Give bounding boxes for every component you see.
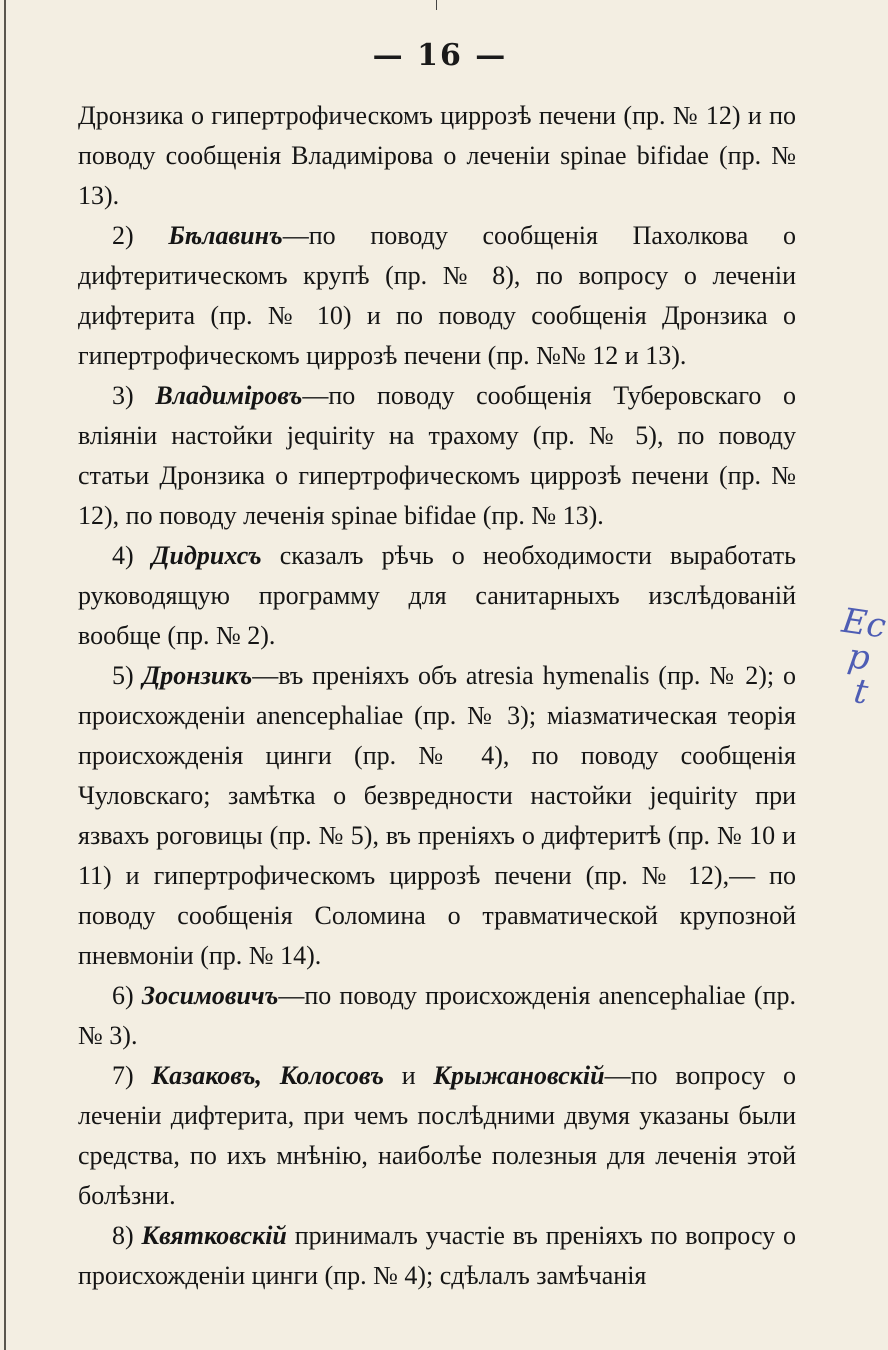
paragraph-text: —по вопросу о леченіи дифтерита, при чемъ послѣдними двумя указаны были средства, по ихъ мнѣнію, наиболѣе полезныя для леченія этой болѣзни.	[78, 1061, 796, 1210]
list-item	[78, 1216, 796, 1296]
list-item	[78, 536, 796, 656]
person-name: Крыжановскій	[433, 1061, 605, 1090]
page-body	[78, 96, 796, 1296]
list-item	[78, 216, 796, 376]
paragraph-text: принималъ участіе въ преніяхъ по вопросу о происхожденіи цинги (пр. № 4); сдѣлалъ замѣчанія	[78, 1221, 796, 1290]
person-name: Зосимовичъ	[141, 981, 279, 1010]
person-name: Бѣлавинъ	[168, 221, 283, 250]
item-number: 3)	[112, 381, 156, 410]
paragraph-text: сказалъ рѣчь о необходимости выработать руководящую программу для санитарныхъ изслѣдованій вообще (пр. № 2).	[78, 541, 796, 650]
paragraph-text: —по поводу происхожденія anencephaliae (пр. № 3).	[78, 981, 796, 1050]
paragraph-text: —по поводу сообщенія Туберовскаго о вліяніи настойки jequirity на трахому (пр. № 5), по поводу статьи Дронзика о гипертрофическомъ циррозѣ печени (пр. № 12), по поводу леченія spinae bifidae (пр. № 13).	[78, 381, 796, 530]
paragraph-text: —по поводу сообщенія Пахолкова о дифтеритическомъ крупѣ (пр. № 8), по вопросу о леченіи дифтерита (пр. № 10) и по поводу сообщенія Дронзика о гипертрофическомъ циррозѣ печени (пр. №№ 12 и 13).	[78, 221, 796, 370]
person-name: Дронзикъ	[142, 661, 253, 690]
item-number: 2)	[112, 221, 169, 250]
item-number: 8)	[112, 1221, 142, 1250]
paragraph-continued	[78, 96, 796, 216]
margin-pencil-note: Ес р t	[829, 600, 888, 713]
item-number: 7)	[112, 1061, 152, 1090]
item-number: 6)	[112, 981, 142, 1010]
page-edge-rule	[4, 0, 6, 1350]
person-name: Владиміровъ	[155, 381, 303, 410]
list-item	[78, 1056, 796, 1216]
person-name: Казаковъ, Колосовъ	[151, 1061, 384, 1090]
top-tick-mark	[436, 0, 437, 10]
page-number: — 16 —	[372, 38, 508, 73]
paragraph-text: —въ преніяхъ объ atresia hymenalis (пр. № 2); о происхожденіи anencephaliae (пр. № 3); міазматическая теорія происхожденія цинги (пр. № 4), по поводу сообщенія Чуловскаго; замѣтка о безвредности настойки jequirity при язвахъ роговицы (пр. № 5), въ преніяхъ о дифтеритѣ (пр. № 10 и 11) и гипертрофическомъ циррозѣ печени (пр. № 12),— по поводу сообщенія Соломина о травматической крупозной пневмоніи (пр. № 14).	[78, 661, 796, 970]
paragraph-text: Дронзика о гипертрофическомъ циррозѣ печени (пр. № 12) и по поводу сообщенія Владимірова о леченіи spinae bifidae (пр. № 13).	[78, 101, 796, 210]
list-item	[78, 976, 796, 1056]
conjunction: и	[383, 1061, 434, 1090]
item-number: 5)	[112, 661, 143, 690]
item-number: 4)	[112, 541, 152, 570]
list-item	[78, 656, 796, 976]
person-name: Дидрихсъ	[151, 541, 262, 570]
list-item	[78, 376, 796, 536]
person-name: Квятковскій	[141, 1221, 287, 1250]
